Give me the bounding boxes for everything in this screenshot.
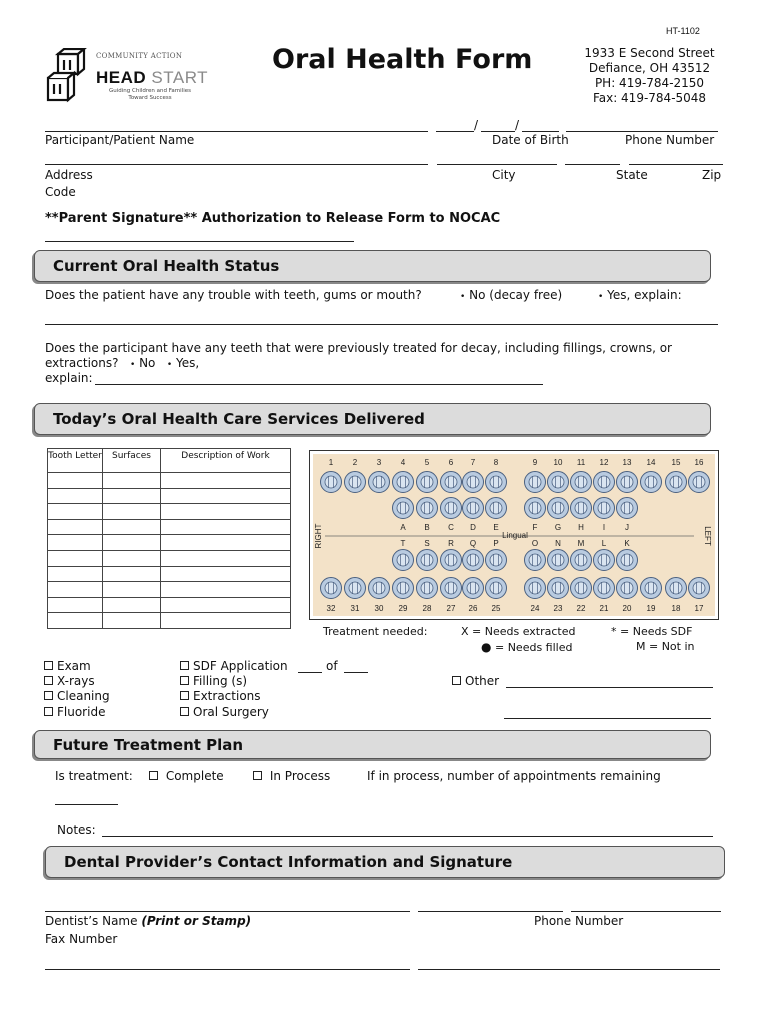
left-label: LEFT <box>703 526 712 546</box>
tooth-number-28: 28 <box>422 604 432 613</box>
dentist-name-field[interactable] <box>45 911 410 912</box>
tooth-letter-T: T <box>400 539 406 548</box>
checkbox-fluoride[interactable] <box>44 705 105 719</box>
table-cell[interactable] <box>161 597 291 613</box>
q1-no-option[interactable] <box>460 288 562 302</box>
fax-number-label: Fax Number <box>45 932 118 946</box>
provider-phone-label: Phone Number <box>534 914 624 928</box>
table-cell[interactable] <box>48 597 103 613</box>
table-row <box>48 488 291 504</box>
page-title: Oral Health Form <box>272 44 533 75</box>
dentist-name-label <box>45 914 251 928</box>
blocks-logo-icon <box>44 48 96 106</box>
dob-separator-2: / <box>515 118 520 132</box>
q2-yes-bullet[interactable]: • <box>166 360 173 370</box>
tooth-number-27: 27 <box>446 604 456 613</box>
contact-fax: Fax: 419-784-5048 <box>592 91 707 105</box>
tooth-letter-A: A <box>400 523 406 532</box>
checkbox-filling[interactable] <box>180 674 247 688</box>
section-current-status: Current Oral Health Status <box>34 250 711 282</box>
state-label: State <box>616 168 648 182</box>
tooth-letter-J: J <box>625 523 629 532</box>
tooth-M[interactable] <box>571 550 592 571</box>
checkbox-icon <box>44 661 53 670</box>
tooth-A[interactable] <box>393 498 414 519</box>
table-cell[interactable] <box>161 519 291 535</box>
q2-yes-label: Yes, <box>176 356 200 370</box>
q2-no-bullet[interactable]: • <box>129 360 136 370</box>
table-cell[interactable] <box>103 613 161 629</box>
table-cell[interactable] <box>48 550 103 566</box>
tooth-K[interactable] <box>617 550 638 571</box>
filled-circle-icon: ● <box>481 640 492 654</box>
table-cell[interactable] <box>48 473 103 489</box>
tooth-number-9: 9 <box>532 458 538 467</box>
checkbox-xrays[interactable] <box>44 674 95 688</box>
section-provider: Dental Provider’s Contact Information and Signature <box>45 846 725 878</box>
tooth-8[interactable] <box>486 472 507 493</box>
tooth-O[interactable] <box>525 550 546 571</box>
authorization-label: **Parent Signature** Authorization to Release Form to NOCAC <box>45 211 501 226</box>
services-table <box>47 448 291 629</box>
tooth-25[interactable] <box>486 578 507 599</box>
tooth-number-11: 11 <box>576 458 586 467</box>
lingual-label: Lingual <box>502 531 528 540</box>
table-cell[interactable] <box>161 535 291 551</box>
tooth-H[interactable] <box>571 498 592 519</box>
table-cell[interactable] <box>48 566 103 582</box>
tooth-10[interactable] <box>548 472 569 493</box>
tooth-number-8: 8 <box>493 458 499 467</box>
legend-extracted: X = Needs extracted <box>461 625 576 638</box>
address-label: Address <box>45 168 93 182</box>
table-cell[interactable] <box>161 473 291 489</box>
participant-name-label: Participant/Patient Name <box>45 133 195 147</box>
tooth-number-24: 24 <box>530 604 540 613</box>
legend-sdf: * = Needs SDF <box>611 625 693 638</box>
section-services: Today’s Oral Health Care Services Delivered <box>34 403 711 435</box>
table-cell[interactable] <box>161 582 291 598</box>
table-cell[interactable] <box>103 550 161 566</box>
checkbox-extractions[interactable] <box>180 689 261 703</box>
checkbox-sdf[interactable] <box>180 659 288 673</box>
contact-street: 1933 E Second Street <box>584 46 715 60</box>
tooth-17[interactable] <box>689 578 710 599</box>
sdf-total-field[interactable] <box>344 672 368 673</box>
table-cell[interactable] <box>103 473 161 489</box>
tooth-number-3: 3 <box>376 458 382 467</box>
table-row <box>48 582 291 598</box>
zip-field[interactable] <box>629 164 723 165</box>
col-tooth-letter: Tooth Letter <box>48 449 103 473</box>
table-row <box>48 519 291 535</box>
tooth-N[interactable] <box>548 550 569 571</box>
dob-separator-1: / <box>474 118 479 132</box>
tooth-number-10: 10 <box>553 458 563 467</box>
tooth-30[interactable] <box>369 578 390 599</box>
q1-yes-option[interactable] <box>598 288 682 302</box>
legend-title: Treatment needed: <box>323 625 428 638</box>
tooth-number-5: 5 <box>424 458 430 467</box>
tooth-L[interactable] <box>594 550 615 571</box>
tooth-number-2: 2 <box>352 458 358 467</box>
tooth-letter-M: M <box>577 539 585 548</box>
tooth-number-7: 7 <box>470 458 476 467</box>
tooth-number-26: 26 <box>468 604 478 613</box>
logo-tagline: Guiding Children and Families Toward Success <box>109 88 191 101</box>
table-row <box>48 566 291 582</box>
checkbox-complete[interactable] <box>149 769 224 783</box>
appointments-remaining-label: If in process, number of appointments remaining <box>367 769 661 783</box>
tooth-16[interactable] <box>689 472 710 493</box>
tooth-R[interactable] <box>441 550 462 571</box>
tooth-D[interactable] <box>463 498 484 519</box>
tooth-number-29: 29 <box>398 604 408 613</box>
tooth-13[interactable] <box>617 472 638 493</box>
checkbox-cleaning-label: Cleaning <box>57 689 110 703</box>
table-cell[interactable] <box>48 582 103 598</box>
tooth-number-23: 23 <box>553 604 563 613</box>
is-treatment-label: Is treatment: <box>55 769 133 783</box>
tooth-number-14: 14 <box>646 458 656 467</box>
table-cell[interactable] <box>103 535 161 551</box>
tooth-7[interactable] <box>463 472 484 493</box>
tooth-letter-E: E <box>493 523 499 532</box>
checkbox-filling-label: Filling (s) <box>193 674 248 688</box>
tooth-E[interactable] <box>486 498 507 519</box>
table-cell[interactable] <box>103 488 161 504</box>
checkbox-other-label: Other <box>465 674 500 688</box>
tooth-I[interactable] <box>594 498 615 519</box>
tooth-letter-B: B <box>424 523 430 532</box>
table-cell[interactable] <box>161 488 291 504</box>
tooth-letter-L: L <box>601 539 607 548</box>
tooth-6[interactable] <box>441 472 462 493</box>
tooth-24[interactable] <box>525 578 546 599</box>
tooth-21[interactable] <box>594 578 615 599</box>
tooth-letter-D: D <box>470 523 476 532</box>
table-cell[interactable] <box>103 566 161 582</box>
table-row <box>48 535 291 551</box>
dob-label: Date of Birth <box>492 133 569 147</box>
tooth-letter-H: H <box>578 523 584 532</box>
q1-no-label: No (decay free) <box>469 288 563 302</box>
checkbox-sdf-label: SDF Application <box>193 659 288 673</box>
contact-block <box>567 46 732 106</box>
tooth-letter-F: F <box>532 523 538 532</box>
tooth-number-19: 19 <box>646 604 656 613</box>
tooth-B[interactable] <box>417 498 438 519</box>
checkbox-oral-surgery[interactable] <box>180 705 269 719</box>
table-cell[interactable] <box>48 504 103 520</box>
table-cell[interactable] <box>48 519 103 535</box>
table-row <box>48 550 291 566</box>
tooth-5[interactable] <box>417 472 438 493</box>
table-cell[interactable] <box>103 597 161 613</box>
tooth-27[interactable] <box>441 578 462 599</box>
tooth-number-32: 32 <box>326 604 336 613</box>
checkbox-icon <box>180 676 189 685</box>
tooth-15[interactable] <box>666 472 687 493</box>
provider-phone-field-2[interactable] <box>571 911 721 912</box>
tooth-28[interactable] <box>417 578 438 599</box>
tooth-1[interactable] <box>321 472 342 493</box>
tooth-number-6: 6 <box>448 458 454 467</box>
legend-filled-label: = Needs filled <box>494 641 573 654</box>
table-cell[interactable] <box>103 519 161 535</box>
contact-city: Defiance, OH 43512 <box>588 61 711 75</box>
checkbox-icon <box>44 676 53 685</box>
zip-label: Zip <box>702 168 722 182</box>
form-code: HT-1102 <box>666 26 700 36</box>
table-row <box>48 597 291 613</box>
checkbox-exam[interactable] <box>44 659 91 673</box>
q2-text-line2 <box>45 356 199 370</box>
dentist-name-suffix: (Print or Stamp) <box>141 914 252 928</box>
q2-extractions: extractions? <box>45 356 119 370</box>
tooth-number-25: 25 <box>491 604 501 613</box>
table-cell[interactable] <box>103 582 161 598</box>
logo-top-text: COMMUNITY ACTION <box>96 52 183 60</box>
tooth-letter-C: C <box>448 523 454 532</box>
tooth-29[interactable] <box>393 578 414 599</box>
provider-phone-field[interactable] <box>418 911 563 912</box>
tooth-18[interactable] <box>666 578 687 599</box>
tooth-number-18: 18 <box>671 604 681 613</box>
q1-yes-label: Yes, explain: <box>607 288 682 302</box>
logo-brand-light: START <box>151 68 209 87</box>
tooth-letter-I: I <box>602 523 606 532</box>
q2-explain-label: explain: <box>45 371 93 385</box>
table-row <box>48 504 291 520</box>
tooth-19[interactable] <box>641 578 662 599</box>
tooth-11[interactable] <box>571 472 592 493</box>
table-cell[interactable] <box>161 613 291 629</box>
q1-text: Does the patient have any trouble with teeth, gums or mouth? <box>45 288 422 302</box>
city-field[interactable] <box>437 164 557 165</box>
contact-phone: PH: 419-784-2150 <box>594 76 705 90</box>
tooth-number-13: 13 <box>622 458 632 467</box>
tooth-number-22: 22 <box>576 604 586 613</box>
table-cell[interactable] <box>161 550 291 566</box>
tooth-T[interactable] <box>393 550 414 571</box>
checkbox-fluoride-label: Fluoride <box>57 705 106 719</box>
city-label: City <box>492 168 516 182</box>
dob-month-field[interactable] <box>436 131 474 132</box>
tooth-S[interactable] <box>417 550 438 571</box>
checkbox-extractions-label: Extractions <box>193 689 261 703</box>
participant-name-field[interactable] <box>45 131 428 132</box>
logo-brand <box>96 68 208 88</box>
tooth-C[interactable] <box>441 498 462 519</box>
legend-missing: M = Not in <box>636 640 695 653</box>
checkbox-complete-label: Complete <box>165 769 224 783</box>
table-cell[interactable] <box>161 504 291 520</box>
tooth-G[interactable] <box>548 498 569 519</box>
phone-label: Phone Number <box>625 133 715 147</box>
tooth-chart <box>309 450 719 620</box>
tooth-letter-S: S <box>424 539 430 548</box>
checkbox-icon <box>44 691 53 700</box>
tooth-2[interactable] <box>345 472 366 493</box>
tooth-number-15: 15 <box>671 458 681 467</box>
table-cell[interactable] <box>48 488 103 504</box>
dob-day-field[interactable] <box>481 131 515 132</box>
q1-yes-bullet: • <box>598 292 604 302</box>
appointments-remaining-field[interactable] <box>55 804 118 805</box>
tooth-26[interactable] <box>463 578 484 599</box>
tooth-31[interactable] <box>345 578 366 599</box>
tooth-number-16: 16 <box>694 458 704 467</box>
other-field[interactable] <box>506 687 713 688</box>
table-cell[interactable] <box>161 566 291 582</box>
tooth-number-30: 30 <box>374 604 384 613</box>
table-row <box>48 473 291 489</box>
checkbox-in-process[interactable] <box>253 769 330 783</box>
tooth-number-31: 31 <box>350 604 360 613</box>
code-label: Code <box>45 185 76 199</box>
fax-number-field[interactable] <box>418 969 720 970</box>
sdf-of-label: of <box>326 659 338 673</box>
tooth-letter-N: N <box>555 539 561 548</box>
tooth-letter-R: R <box>448 539 454 548</box>
checkbox-icon <box>253 771 262 780</box>
tooth-9[interactable] <box>525 472 546 493</box>
tooth-number-1: 1 <box>328 458 334 467</box>
q1-explain-field[interactable] <box>45 324 718 325</box>
checkbox-icon <box>452 676 461 685</box>
tooth-J[interactable] <box>617 498 638 519</box>
tooth-number-20: 20 <box>622 604 632 613</box>
tooth-letter-O: O <box>531 539 539 548</box>
checkbox-icon <box>149 771 158 780</box>
col-surfaces: Surfaces <box>103 449 161 473</box>
tooth-32[interactable] <box>321 578 342 599</box>
tooth-P[interactable] <box>486 550 507 571</box>
parent-signature-field[interactable] <box>45 241 354 242</box>
dob-year-field[interactable] <box>522 131 559 132</box>
tooth-4[interactable] <box>393 472 414 493</box>
notes-field[interactable] <box>102 836 713 837</box>
dentist-name-prefix: Dentist’s Name <box>45 914 138 928</box>
sdf-count-field[interactable] <box>298 672 322 673</box>
tooth-23[interactable] <box>548 578 569 599</box>
address-field[interactable] <box>45 164 428 165</box>
tooth-number-12: 12 <box>599 458 609 467</box>
tooth-F[interactable] <box>525 498 546 519</box>
q2-no-label: No <box>139 356 156 370</box>
tooth-number-21: 21 <box>599 604 609 613</box>
notes-label: Notes: <box>57 823 96 837</box>
checkbox-icon <box>180 707 189 716</box>
tooth-3[interactable] <box>369 472 390 493</box>
checkbox-oral-surgery-label: Oral Surgery <box>193 705 269 719</box>
table-cell[interactable] <box>103 504 161 520</box>
tooth-letter-G: G <box>554 523 562 532</box>
q2-explain-field[interactable] <box>95 384 543 385</box>
tooth-22[interactable] <box>571 578 592 599</box>
tooth-number-17: 17 <box>694 604 704 613</box>
right-label: RIGHT <box>314 523 323 549</box>
checkbox-other[interactable] <box>452 674 499 688</box>
legend-filled <box>481 640 572 654</box>
table-cell[interactable] <box>48 535 103 551</box>
checkbox-icon <box>44 707 53 716</box>
checkbox-icon <box>180 661 189 670</box>
tooth-letter-K: K <box>624 539 630 548</box>
col-description: Description of Work <box>161 449 291 473</box>
other-field-2[interactable] <box>504 718 711 719</box>
phone-number-field[interactable] <box>566 131 718 132</box>
tooth-letter-Q: Q <box>469 539 477 548</box>
state-field[interactable] <box>565 164 620 165</box>
tooth-letter-P: P <box>493 539 499 548</box>
checkbox-xrays-label: X-rays <box>57 674 95 688</box>
signature-field[interactable] <box>45 969 410 970</box>
tooth-Q[interactable] <box>463 550 484 571</box>
logo-brand-dark: HEAD <box>96 68 147 87</box>
table-row <box>48 613 291 629</box>
tooth-number-4: 4 <box>400 458 406 467</box>
tooth-20[interactable] <box>617 578 638 599</box>
tooth-14[interactable] <box>641 472 662 493</box>
table-cell[interactable] <box>48 613 103 629</box>
checkbox-icon <box>180 691 189 700</box>
checkbox-in-process-label: In Process <box>269 769 331 783</box>
checkbox-exam-label: Exam <box>57 659 91 673</box>
section-future-treatment: Future Treatment Plan <box>34 730 711 759</box>
q2-text-line1: Does the participant have any teeth that were previously treated for decay, including fillings, crowns, or <box>45 341 672 355</box>
tooth-12[interactable] <box>594 472 615 493</box>
q1-no-bullet: • <box>460 292 466 302</box>
checkbox-cleaning[interactable] <box>44 689 110 703</box>
